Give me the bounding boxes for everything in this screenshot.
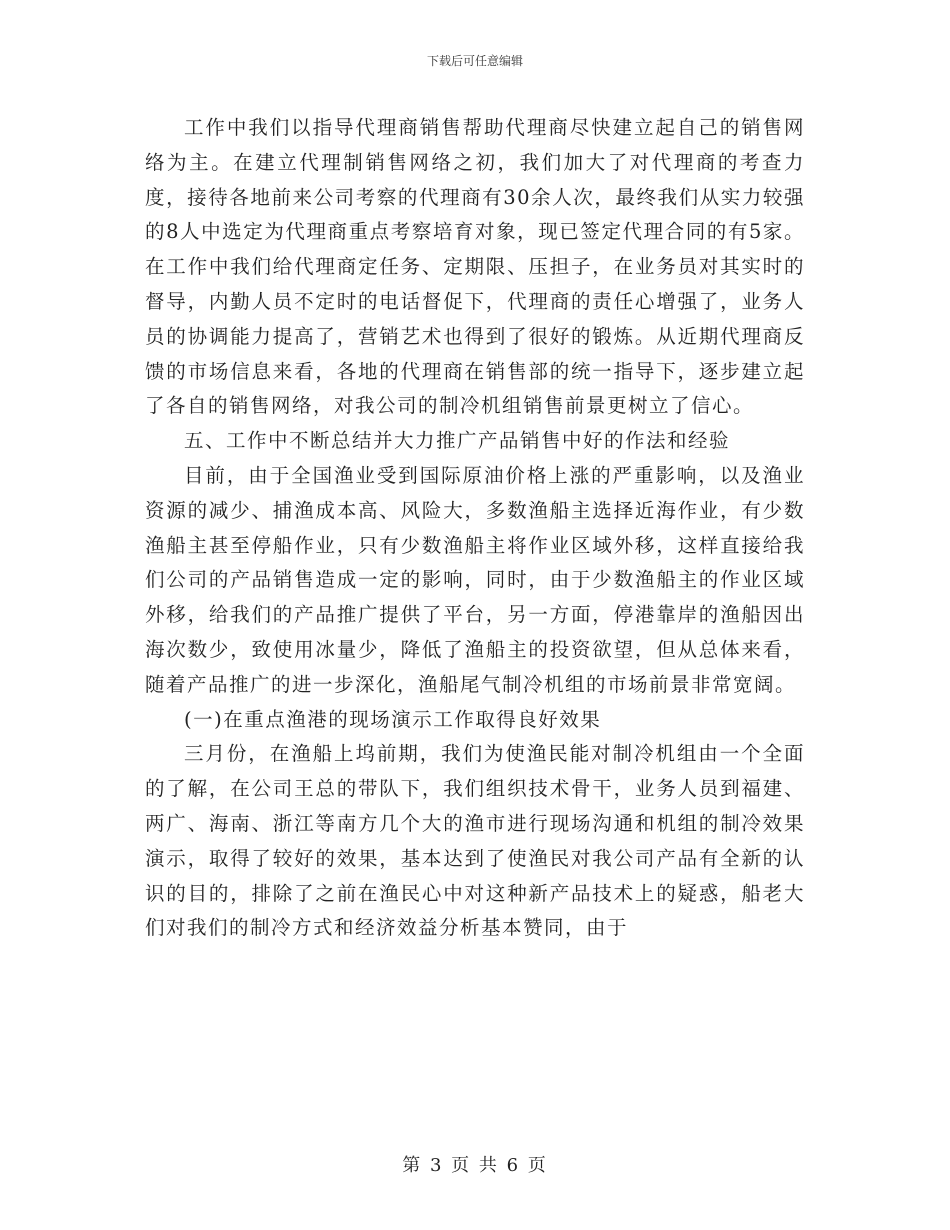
document-body — [145, 111, 805, 946]
subsection-heading-one: (一)在重点渔港的现场演示工作取得良好效果 — [184, 707, 602, 731]
paragraph-agents: 工作中我们以指导代理商销售帮助代理商尽快建立起自己的销售网络为主。在建立代理制销售网络之初，我们加大了对代理商的考查力度，接待各地前来公司考察的代理商有30余人次，最终我们从实力较强的8人中选定为代理商重点考察培育对象，现已签定代理合同的有5家。在工作中我们给代理商定任务、定期限、压担子，在业务员对其实时的督导，内勤人员不定时的电话督促下，代理商的责任心增强了，业务人员的协调能力提高了，营销艺术也得到了很好的锻炼。从近期代理商反馈的市场信息来看，各地的代理商在销售部的统一指导下，逐步建立起了各自的销售网络，对我公司的制冷机组销售前景更树立了信心。 — [145, 116, 805, 418]
page-number: 第 3 页 共 6 页 — [402, 1155, 548, 1176]
paragraph-march-demo: 三月份，在渔船上坞前期，我们为使渔民能对制冷机组由一个全面的了解，在公司王总的带队下，我们组织技术骨干，业务人员到福建、两广、海南、浙江等南方几个大的渔市进行现场沟通和机组的制冷效果演示，取得了较好的效果，基本达到了使渔民对我公司产品有全新的认识的目的，排除了之前在渔民心中对这种新产品技术上的疑惑，船老大们对我们的制冷方式和经济效益分析基本赞同，由于 — [145, 742, 805, 940]
page-header: 下载后可任意编辑 — [426, 54, 523, 68]
paragraph-current-situation: 目前，由于全国渔业受到国际原油价格上涨的严重影响，以及渔业资源的减少、捕渔成本高、风险大，多数渔船主选择近海作业，有少数渔船主甚至停船作业，只有少数渔船主将作业区域外移，这样直接给我们公司的产品销售造成一定的影响，同时，由于少数渔船主的作业区域外移，给我们的产品推广提供了平台，另一方面，停港靠岸的渔船因出海次数少，致使用冰量少，降低了渔船主的投资欲望，但从总体来看，随着产品推广的进一步深化，渔船尾气制冷机组的市场前景非常宽阔。 — [145, 463, 805, 696]
section-heading-five: 五、工作中不断总结并大力推广产品销售中好的作法和经验 — [184, 429, 731, 453]
